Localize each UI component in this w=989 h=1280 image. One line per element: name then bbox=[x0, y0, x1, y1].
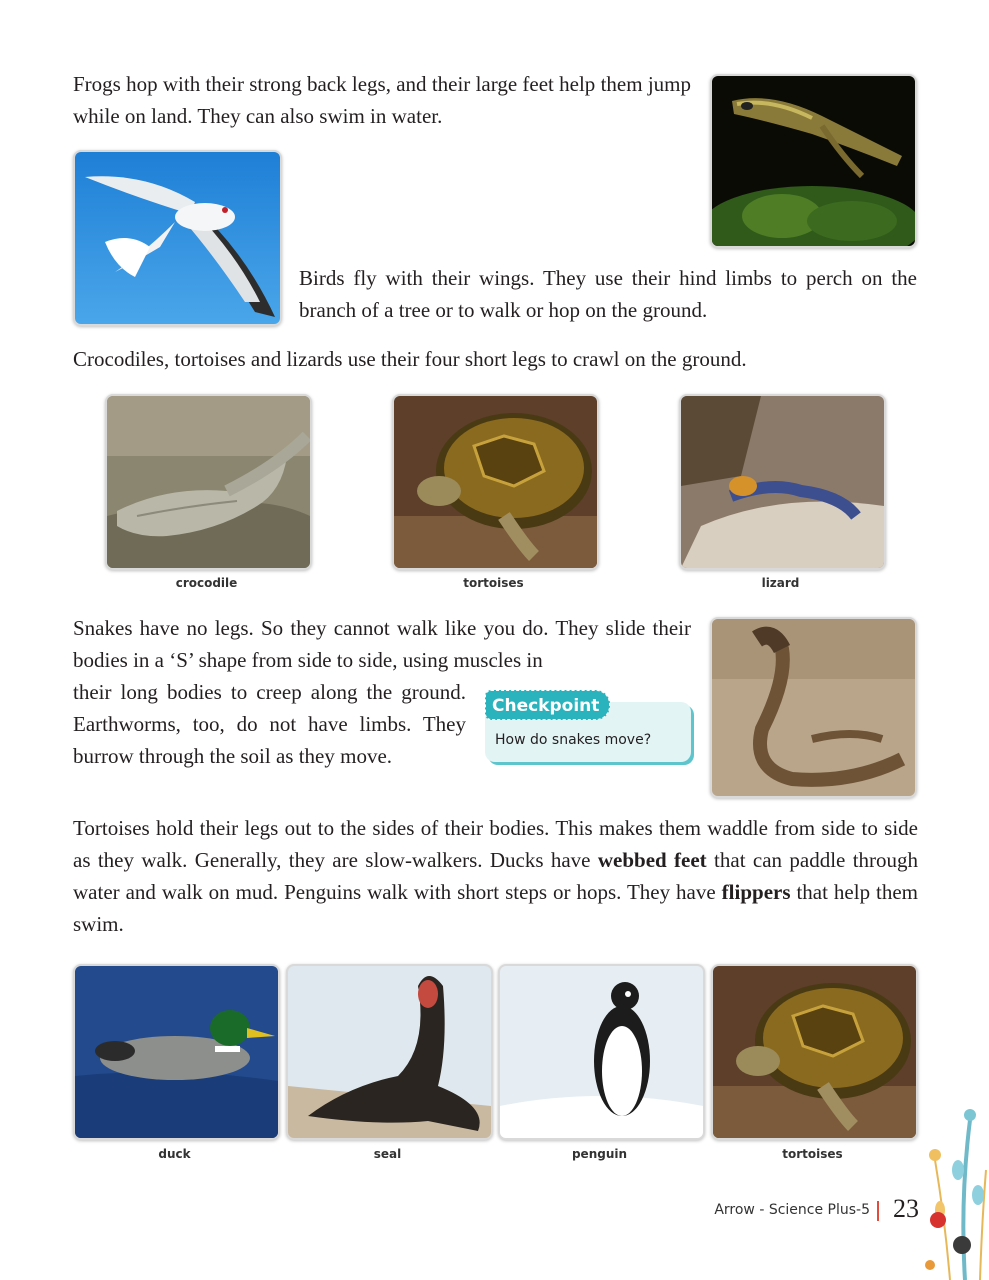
cobra-photo bbox=[710, 617, 917, 798]
checkpoint-question: How do snakes move? bbox=[495, 732, 652, 748]
checkpoint-label: Checkpoint bbox=[485, 690, 610, 720]
decorative-plant-icon bbox=[920, 1100, 989, 1280]
crawl-paragraph: Crocodiles, tortoises and lizards use their four short legs to crawl on the ground. bbox=[73, 347, 747, 371]
page-number: 23 bbox=[893, 1194, 919, 1223]
tortoise-photo-2 bbox=[711, 964, 918, 1140]
footer-separator bbox=[877, 1201, 879, 1221]
snakes-paragraph-top: Snakes have no legs. So they cannot walk like you do. They slide their bodies in a ‘S’ shape from side to side, using muscles in bbox=[73, 616, 691, 672]
caption-tortoises-2: tortoises bbox=[782, 1147, 843, 1161]
frogs-paragraph: Frogs hop with their strong back legs, and their large feet help them jump while on land. They can also swim in water. bbox=[73, 72, 691, 128]
caption-penguin: penguin bbox=[571, 1147, 628, 1161]
tortoise-paragraph bbox=[73, 812, 918, 940]
duck-photo bbox=[73, 964, 280, 1140]
lizard-photo bbox=[679, 394, 886, 570]
term-webbed-feet: webbed feet bbox=[597, 848, 707, 872]
seagull-photo bbox=[73, 150, 282, 326]
birds-paragraph: Birds fly with their wings. They use their hind limbs to perch on the branch of a tree or to walk or hop on the ground. bbox=[299, 266, 917, 322]
book-title: Arrow - Science Plus-5 bbox=[714, 1202, 870, 1218]
tortoise-photo bbox=[392, 394, 599, 570]
caption-tortoises: tortoises bbox=[463, 576, 524, 590]
seal-photo bbox=[286, 964, 493, 1140]
caption-duck: duck bbox=[158, 1147, 191, 1161]
frog-photo bbox=[710, 74, 917, 248]
crocodile-photo bbox=[105, 394, 312, 570]
checkpoint-box bbox=[485, 690, 695, 764]
penguin-photo bbox=[498, 964, 705, 1140]
caption-crocodile: crocodile bbox=[175, 576, 238, 590]
snakes-paragraph-bottom: their long bodies to creep along the ground. Earthworms, too, do not have limbs. They burrow through the soil as they move. bbox=[73, 680, 466, 768]
term-flippers: flippers bbox=[721, 880, 791, 904]
tortoise-text-a: Tortoises hold their legs out to the sides of their bodies. This makes them waddle from side to side as they walk. Generally, they are slow-walkers. Ducks have bbox=[73, 816, 918, 872]
tortoise-text-c: that help them swim. bbox=[73, 880, 919, 936]
caption-lizard: lizard bbox=[761, 576, 800, 590]
tortoise-text-b: that can paddle through water and walk on mud. Penguins walk with short steps or hops. They have bbox=[73, 848, 919, 904]
caption-seal: seal bbox=[373, 1147, 402, 1161]
